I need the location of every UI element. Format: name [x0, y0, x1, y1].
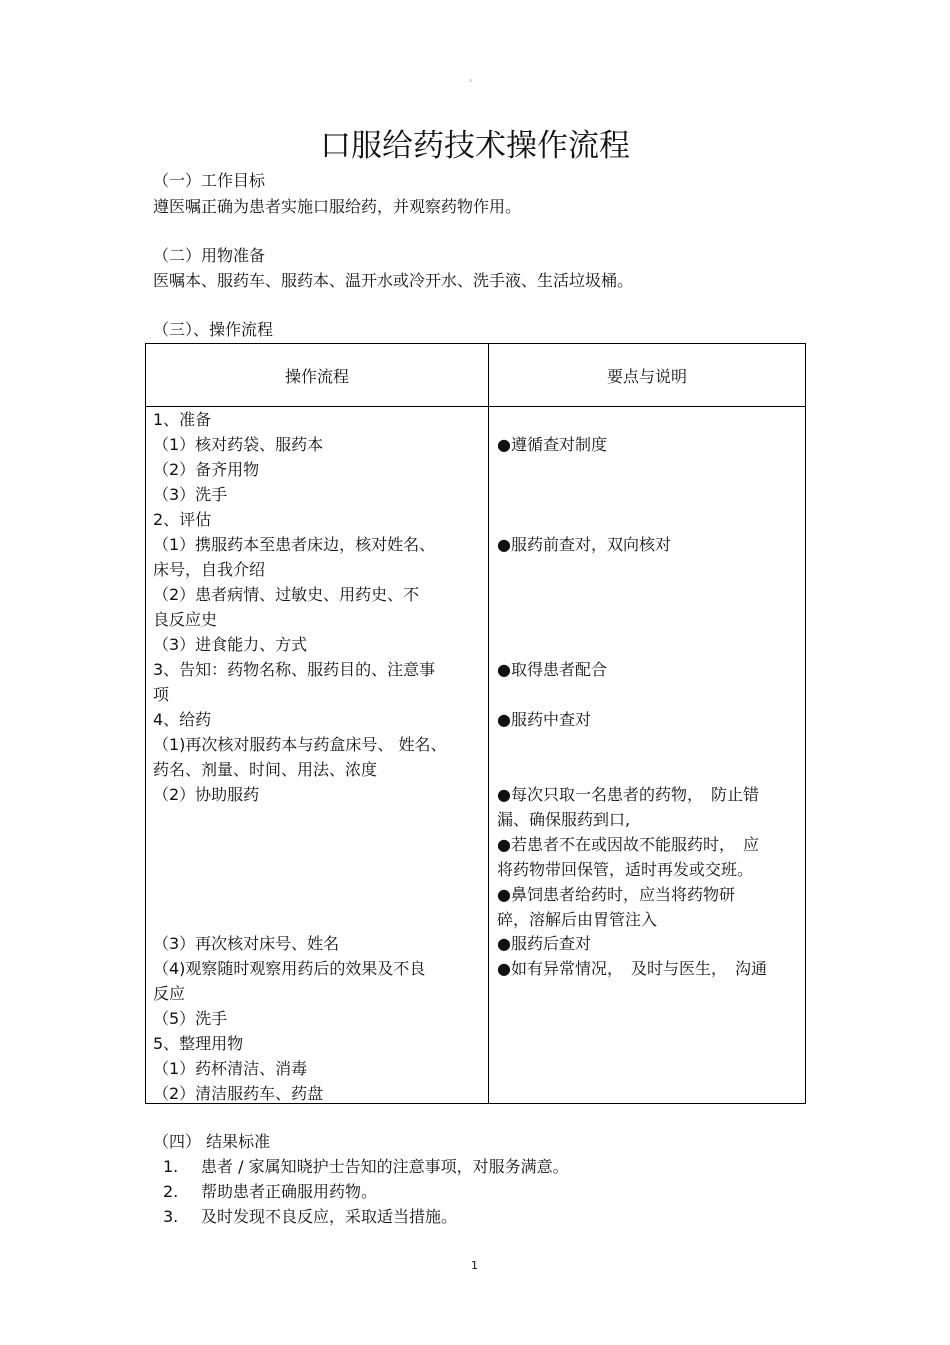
column-header-procedure: 操作流程	[146, 344, 489, 407]
note-line: ●若患者不在或因故不能服药时， 应	[497, 835, 759, 854]
procedure-cell	[146, 407, 489, 1104]
note-line: 碎，溶解后由胃管注入	[497, 910, 658, 929]
notes-cell	[489, 407, 806, 1104]
goal-text: 遵医嘱正确为患者实施口服给药，并观察药物作用。	[153, 197, 522, 216]
procedure-line: （2）患者病情、过敏史、用药史、不	[153, 585, 420, 604]
note-line: 漏、确保服药到口,	[497, 810, 631, 829]
note-line: ●遵循查对制度	[497, 435, 607, 454]
note-line: ●每次只取一名患者的药物， 防止错	[497, 785, 759, 804]
materials-heading: （二）用物准备	[153, 246, 266, 265]
procedure-line: 床号，自我介绍	[153, 560, 266, 579]
procedure-line: （5）洗手	[153, 1009, 228, 1028]
list-item	[153, 1154, 569, 1179]
procedure-line: 5、整理用物	[153, 1034, 244, 1053]
procedure-line: （1）核对药袋、服药本	[153, 435, 324, 454]
goal-heading: （一）工作目标	[153, 171, 266, 190]
procedure-line: 1、准备	[153, 410, 212, 429]
list-item-text: 及时发现不良反应，采取适当措施。	[201, 1207, 458, 1226]
note-line: ●服药后查对	[497, 934, 591, 953]
page-number: 1	[471, 1259, 478, 1272]
procedure-line: （3）再次核对床号、姓名	[153, 934, 340, 953]
procedure-line: （2）清洁服药车、药盘	[153, 1084, 324, 1103]
note-line: ●服药中查对	[497, 710, 591, 729]
list-item-text: 帮助患者正确服用药物。	[201, 1182, 378, 1201]
materials-text: 医嘱本、服药车、服药本、温开水或冷开水、洗手液、生活垃圾桶。	[153, 271, 634, 290]
procedure-line: 3、告知：药物名称、服药目的、注意事	[153, 660, 436, 679]
procedure-line: 4、给药	[153, 710, 212, 729]
note-line: ●服药前查对，双向核对	[497, 535, 671, 554]
procedure-line: （1）携服药本至患者床边，核对姓名、	[153, 535, 436, 554]
note-line: ●鼻饲患者给药时，应当将药物研	[497, 885, 735, 904]
procedure-line: 药名、剂量、时间、用法、浓度	[153, 760, 378, 779]
procedure-line: （4)观察随时观察用药后的效果及不良	[153, 959, 426, 978]
procedure-line: 项	[153, 685, 170, 704]
column-header-notes: 要点与说明	[489, 344, 806, 407]
procedure-line: 反应	[153, 984, 186, 1003]
operation-flow-table	[145, 343, 806, 1104]
list-item-number: 2.	[163, 1182, 179, 1201]
flow-heading: （三）、操作流程	[153, 320, 274, 339]
note-line: ●如有异常情况， 及时与医生， 沟通	[497, 959, 767, 978]
note-line: ●取得患者配合	[497, 660, 607, 679]
procedure-line: （1)再次核对服药本与药盒床号、 姓名、	[153, 735, 447, 754]
procedure-line: 良反应史	[153, 610, 218, 629]
page-title: 口服给药技术操作流程	[320, 128, 630, 164]
list-item-number: 3.	[163, 1207, 179, 1226]
list-item	[153, 1179, 569, 1204]
table-body-row	[146, 407, 806, 1104]
results-section	[153, 1129, 569, 1229]
note-line: 将药物带回保管，适时再发或交班。	[497, 860, 754, 879]
procedure-line: （2）协助服药	[153, 785, 260, 804]
procedure-line: （2）备齐用物	[153, 460, 260, 479]
list-item-number: 1.	[163, 1157, 179, 1176]
procedure-line: （1）药杯清洁、消毒	[153, 1059, 308, 1078]
results-heading: （四） 结果标准	[153, 1132, 271, 1151]
procedure-line: （3）进食能力、方式	[153, 635, 308, 654]
procedure-line: 2、评估	[153, 510, 212, 529]
procedure-line: （3）洗手	[153, 485, 228, 504]
list-item	[153, 1204, 569, 1229]
table-header-row	[146, 344, 806, 407]
top-mark: 。	[469, 74, 479, 84]
list-item-text: 患者 / 家属知晓护士告知的注意事项，对服务满意。	[201, 1157, 569, 1176]
